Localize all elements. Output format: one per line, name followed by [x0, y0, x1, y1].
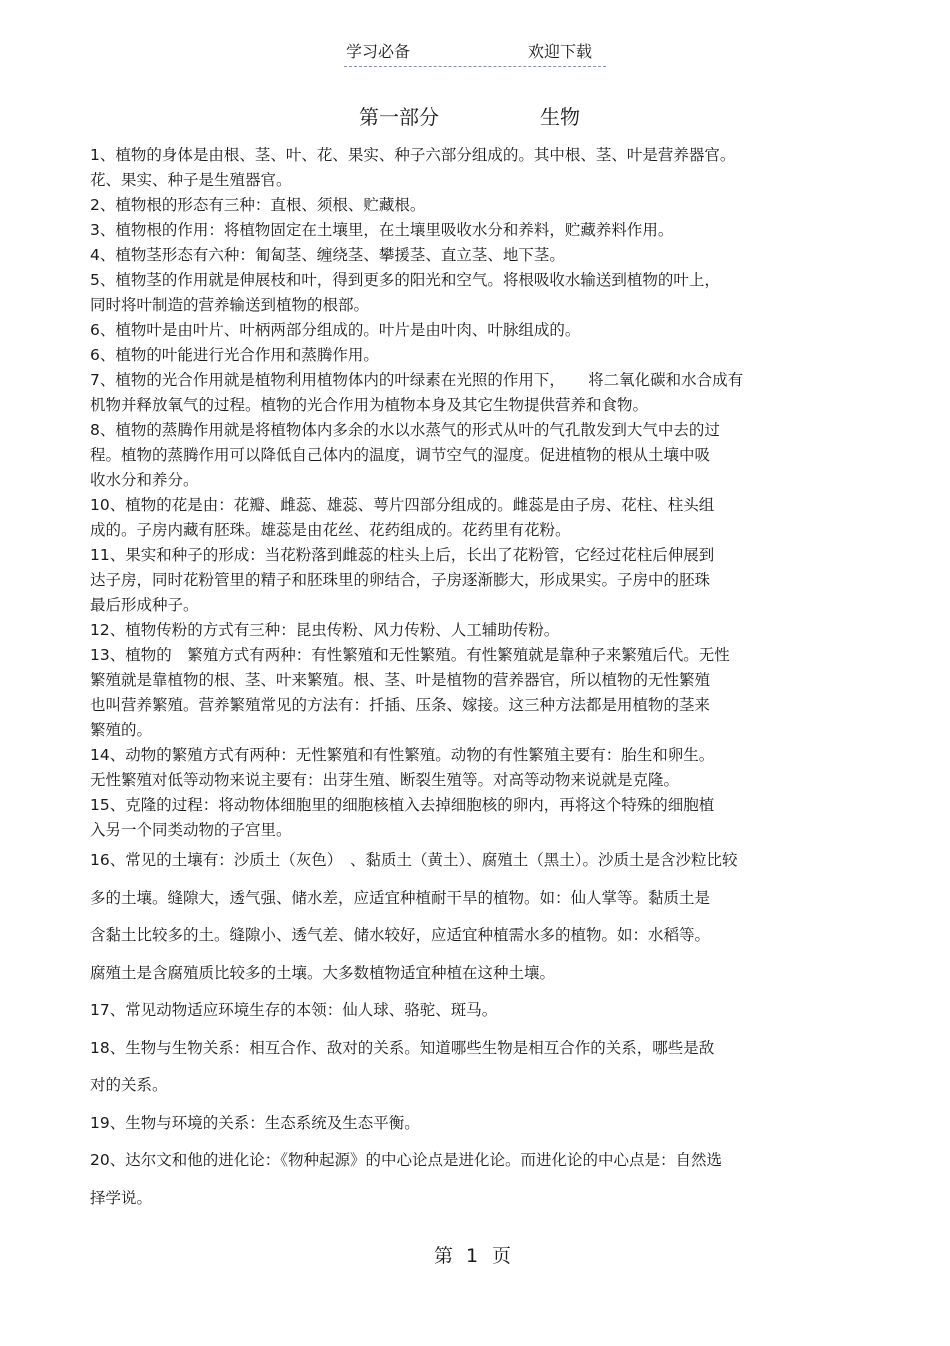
text-line: 对的关系。	[90, 1076, 168, 1094]
text-line: 3、植物根的作用：将植物固定在土壤里，在土壤里吸收水分和养料，贮藏养料作用。	[90, 221, 674, 239]
text-line: 含黏土比较多的土。缝隙小、透气差、储水较好，应适宜种植需水多的植物。如：水稻等。	[90, 926, 711, 944]
text-line: 14、动物的繁殖方式有两种：无性繁殖和有性繁殖。动物的有性繁殖主要有：胎生和卵生。	[90, 746, 715, 764]
text-line: 6、植物的叶能进行光合作用和蒸腾作用。	[90, 346, 379, 364]
text-line: 多的土壤。缝隙大，透气强、储水差，应适宜种植耐干旱的植物。如：仙人掌等。黏质土是	[90, 888, 711, 907]
text-line: 繁殖就是靠植物的根、茎、叶来繁殖。根、茎、叶是植物的营养器官，所以植物的无性繁殖	[90, 671, 711, 689]
header-left-text: 学习必备	[346, 42, 411, 61]
section-title	[0, 102, 950, 132]
text-line: 程。植物的蒸腾作用可以降低自己体内的温度，调节空气的湿度。促进植物的根从土壤中吸	[90, 446, 711, 464]
section-part-label: 第一部分	[359, 105, 439, 129]
text-line: 无性繁殖对低等动物来说主要有：出芽生殖、断裂生殖等。对高等动物来说就是克隆。	[90, 771, 680, 789]
page-number-prefix: 第	[434, 1245, 454, 1267]
text-line: 11、果实和种子的形成：当花粉落到雌蕊的柱头上后，长出了花粉管，它经过花柱后伸展到	[90, 546, 715, 564]
text-line: 也叫营养繁殖。营养繁殖常见的方法有：扦插、压条、嫁接。这三种方法都是用植物的茎来	[90, 696, 711, 714]
text-line: 择学说。	[90, 1188, 153, 1207]
page-number-value: 1	[466, 1245, 479, 1267]
page-number-suffix: 页	[492, 1245, 512, 1267]
body-text-block-b	[90, 845, 860, 1220]
text-line: 5、植物茎的作用就是伸展枝和叶，得到更多的阳光和空气。将根吸收水输送到植物的叶上，	[90, 271, 720, 289]
text-line: 16、常见的土壤有：沙质土（灰色） 、黏质土（黄土）、腐殖土（黑土）。沙质土是含沙粒比较	[90, 851, 738, 869]
text-line: 8、植物的蒸腾作用就是将植物体内多余的水以水蒸气的形式从叶的气孔散发到大气中去的过	[90, 421, 720, 439]
header-right-text: 欢迎下载	[528, 42, 593, 61]
text-line: 10、植物的花是由：花瓣、雌蕊、雄蕊、萼片四部分组成的。雌蕊是由子房、花柱、柱头组	[90, 496, 715, 514]
text-line: 18、生物与生物关系：相互合作、敌对的关系。知道哪些生物是相互合作的关系，哪些是敌	[90, 1038, 715, 1057]
text-line: 13、植物的 繁殖方式有两种：有性繁殖和无性繁殖。有性繁殖就是靠种子来繁殖后代。无性	[90, 646, 730, 664]
text-line: 达子房，同时花粉管里的精子和胚珠里的卵结合，子房逐渐膨大，形成果实。子房中的胚珠	[90, 571, 711, 589]
page-header	[344, 40, 606, 67]
text-line: 7、植物的光合作用就是植物利用植物体内的叶绿素在光照的作用下， 将二氧化碳和水合成有	[90, 371, 744, 389]
text-line: 最后形成种子。	[90, 596, 199, 614]
text-line: 12、植物传粉的方式有三种：昆虫传粉、风力传粉、人工辅助传粉。	[90, 621, 560, 639]
text-line: 成的。子房内藏有胚珠。雄蕊是由花丝、花药组成的。花药里有花粉。	[90, 521, 571, 539]
text-line: 入另一个同类动物的子宫里。	[90, 821, 292, 839]
text-line: 2、植物根的形态有三种：直根、须根、贮藏根。	[90, 196, 426, 214]
text-line: 同时将叶制造的营养输送到植物的根部。	[90, 296, 370, 314]
text-line: 17、常见动物适应环境生存的本领：仙人球、骆驼、斑马。	[90, 1001, 498, 1019]
text-line: 1、植物的身体是由根、茎、叶、花、果实、种子六部分组成的。其中根、茎、叶是营养器官。	[90, 146, 736, 164]
body-text-block-a	[90, 143, 860, 843]
text-line: 15、克隆的过程：将动物体细胞里的细胞核植入去掉细胞核的卵内，再将这个特殊的细胞植	[90, 796, 715, 814]
text-line: 6、植物叶是由叶片、叶柄两部分组成的。叶片是由叶肉、叶脉组成的。	[90, 321, 581, 339]
text-line: 19、生物与环境的关系：生态系统及生态平衡。	[90, 1113, 420, 1132]
text-line: 花、果实、种子是生殖器官。	[90, 171, 292, 189]
text-line: 繁殖的。	[90, 721, 153, 739]
text-line: 收水分和养分。	[90, 471, 199, 489]
text-line: 4、植物茎形态有六种：匍匐茎、缠绕茎、攀援茎、直立茎、地下茎。	[90, 246, 565, 264]
text-line: 机物并释放氧气的过程。植物的光合作用为植物本身及其它生物提供营养和食物。	[90, 396, 649, 414]
text-line: 腐殖土是含腐殖质比较多的土壤。大多数植物适宜种植在这种土壤。	[90, 963, 556, 982]
text-line: 20、达尔文和他的进化论：《物种起源》的中心论点是进化论。而进化论的中心点是：自然选	[90, 1151, 722, 1169]
section-subject-label: 生物	[540, 105, 580, 129]
